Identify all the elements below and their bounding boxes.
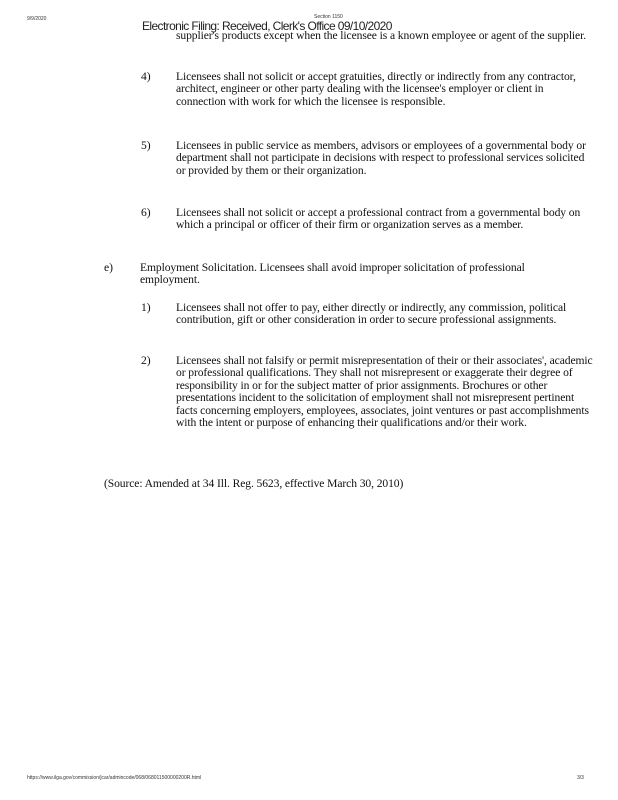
item-number: 1) (141, 301, 151, 314)
source-note: (Source: Amended at 34 Ill. Reg. 5623, effective March 30, 2010) (104, 477, 404, 490)
footer-url[interactable]: https://www.ilga.gov/commission/jcar/admincode/068/068011500000200R.html (27, 775, 202, 781)
section-label: Section 1150 (314, 14, 343, 20)
paragraph-continuation: supplier's products except when the licensee is a known employee or agent of the supplier. (176, 29, 587, 42)
item-number: 2) (141, 354, 151, 367)
paragraph-e1: Licensees shall not offer to pay, either directly or indirectly, any commission, political contribution, gift or other consideration in order to secure professional assignments. (176, 301, 567, 327)
item-number: 6) (141, 206, 151, 219)
paragraph-e2: Licensees shall not falsify or permit misrepresentation of their or their associates', academic or professional qualifications. They shall not misrepresent or exaggerate their degree of responsibility in or for the subject matter of prior assignments. Brochures or other presentations incident to the solicitation of employment shall not misrepresent pertinent facts concerning employers, employees, associates, joint ventures or past accomplishments with the intent or purpose of enhancing their qualifications and/or their work. (176, 354, 593, 430)
section-letter: e) (104, 261, 114, 274)
paragraph-4: Licensees shall not solicit or accept gratuities, directly or indirectly from any contractor, architect, engineer or other party dealing with the licensee's employer or client in connection with work for which the licensee is responsible. (176, 70, 576, 108)
paragraph-5: Licensees in public service as members, advisors or employees of a governmental body or department shall not participate in decisions with respect to professional services solicited or provided by them or their organization. (176, 139, 586, 177)
paragraph-6: Licensees shall not solicit or accept a professional contract from a governmental body on which a principal or officer of their firm or organization serves as a member. (176, 206, 581, 232)
filing-stamp: Electronic Filing: Received, Clerk's Office 09/10/2020 (142, 19, 392, 33)
print-date: 9/9/2020 (27, 16, 47, 22)
paragraph-e: Employment Solicitation. Licensees shall avoid improper solicitation of professional employment. (140, 261, 525, 287)
item-number: 5) (141, 139, 151, 152)
page-number: 3/3 (577, 775, 584, 781)
item-number: 4) (141, 70, 151, 83)
